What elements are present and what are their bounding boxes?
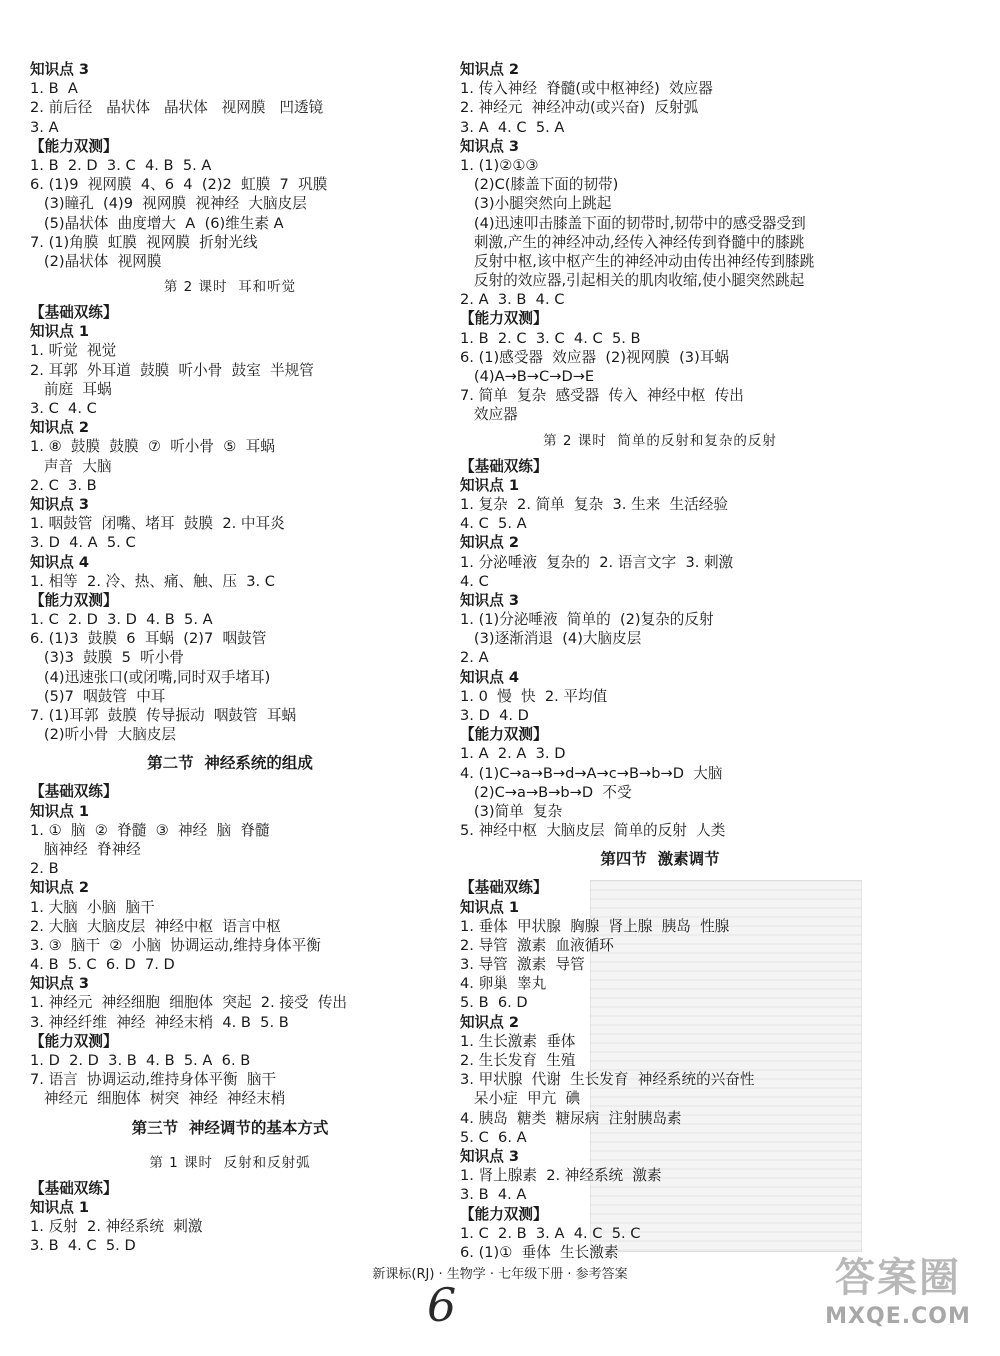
right-heading: 知识点 4 bbox=[460, 668, 520, 686]
right-line: (3)逐渐消退 (4)大脑皮层 bbox=[460, 630, 642, 648]
left-line: 3. D 4. A 5. C bbox=[30, 534, 136, 552]
left-line: 1. ⑧ 鼓膜 鼓膜 ⑦ 听小骨 ⑤ 耳蜗 bbox=[30, 438, 275, 456]
right-line: 4. (1)C→a→B→d→A→c→B→b→D 大脑 bbox=[460, 764, 723, 782]
right-section-title: 第四节 激素调节 bbox=[600, 850, 720, 869]
right-line: 2. 神经元 神经冲动(或兴奋) 反射弧 bbox=[460, 99, 699, 117]
left-line: 1. 神经元 神经细胞 细胞体 突起 2. 接受 传出 bbox=[30, 994, 348, 1012]
right-line: 5. C 6. A bbox=[460, 1128, 527, 1146]
right-line: 1. 复杂 2. 简单 复杂 3. 生来 生活经验 bbox=[460, 495, 728, 513]
left-line: 1. ① 脑 ② 脊髓 ③ 神经 脑 脊髓 bbox=[30, 821, 270, 839]
right-line: 1. 传入神经 脊髓(或中枢神经) 效应器 bbox=[460, 80, 713, 98]
left-line: 3. 神经纤维 神经 神经末梢 4. B 5. B bbox=[30, 1013, 289, 1031]
right-line: 反射中枢,该中枢产生的神经冲动由传出神经传到膝跳 bbox=[460, 252, 815, 270]
right-line: 3. 甲状腺 代谢 生长发育 神经系统的兴奋性 bbox=[460, 1071, 755, 1089]
left-heading: 【基础双练】 bbox=[30, 783, 118, 801]
left-line: 3. ③ 脑干 ② 小脑 协调运动,维持身体平衡 bbox=[30, 936, 321, 954]
right-heading: 知识点 2 bbox=[460, 534, 520, 552]
left-heading: 【能力双测】 bbox=[30, 1032, 118, 1050]
left-line: 2. C 3. B bbox=[30, 476, 97, 494]
right-heading: 知识点 3 bbox=[460, 591, 520, 609]
left-heading: 【基础双练】 bbox=[30, 1179, 118, 1197]
right-line: 4. C bbox=[460, 572, 489, 590]
left-heading: 知识点 2 bbox=[30, 879, 90, 897]
site-watermark bbox=[808, 1252, 988, 1344]
left-line: 1. 咽鼓管 闭嘴、堵耳 鼓膜 2. 中耳炎 bbox=[30, 515, 285, 533]
left-line: 脑神经 脊神经 bbox=[30, 840, 141, 858]
left-line: 前庭 耳蜗 bbox=[30, 380, 112, 398]
left-line: (2)晶状体 视网膜 bbox=[30, 252, 162, 270]
left-line: 4. B 5. C 6. D 7. D bbox=[30, 956, 175, 974]
right-line: 1. C 2. B 3. A 4. C 5. C bbox=[460, 1224, 641, 1242]
left-heading: 【能力双测】 bbox=[30, 137, 118, 155]
left-line: 1. 听觉 视觉 bbox=[30, 342, 117, 360]
left-lesson-title: 第 2 课时 耳和听觉 bbox=[163, 279, 297, 296]
right-line: (4)迅速叩击膝盖下面的韧带时,韧带中的感受器受到 bbox=[460, 214, 806, 232]
right-heading: 知识点 3 bbox=[460, 137, 520, 155]
right-line: 1. B 2. C 3. C 4. C 5. B bbox=[460, 329, 641, 347]
left-heading: 知识点 1 bbox=[30, 1198, 90, 1216]
left-line: 7. 语言 协调运动,维持身体平衡 脑干 bbox=[30, 1071, 277, 1089]
left-heading: 知识点 1 bbox=[30, 323, 90, 341]
left-section-title: 第三节 神经调节的基本方式 bbox=[131, 1118, 329, 1137]
right-heading: 知识点 2 bbox=[460, 1013, 520, 1031]
right-line: (2)C(膝盖下面的韧带) bbox=[460, 176, 619, 194]
right-line: 3. D 4. D bbox=[460, 707, 529, 724]
right-line: 2. A 3. B 4. C bbox=[460, 291, 565, 309]
left-line: 1. C 2. D 3. D 4. B 5. A bbox=[30, 611, 213, 629]
left-heading: 知识点 1 bbox=[30, 802, 90, 820]
right-line: (3)简单 复杂 bbox=[460, 802, 563, 820]
right-heading: 【基础双练】 bbox=[460, 879, 548, 897]
right-line: 1. (1)分泌唾液 简单的 (2)复杂的反射 bbox=[460, 611, 714, 629]
right-heading: 【能力双测】 bbox=[460, 726, 548, 744]
left-line: 7. (1)耳郭 鼓膜 传导振动 咽鼓管 耳蜗 bbox=[30, 707, 297, 724]
right-line: 效应器 bbox=[460, 406, 518, 424]
right-line: 2. 生长发育 生殖 bbox=[460, 1052, 576, 1069]
left-line: 1. B A bbox=[30, 80, 78, 98]
left-line: 3. A bbox=[30, 118, 59, 136]
watermark-logo: 答案圈 bbox=[835, 1255, 961, 1301]
right-heading: 【能力双测】 bbox=[460, 310, 548, 328]
left-line: 3. B 4. C 5. D bbox=[30, 1237, 136, 1255]
left-line: 7. (1)角膜 虹膜 视网膜 折射光线 bbox=[30, 233, 258, 251]
left-line: (2)听小骨 大脑皮层 bbox=[30, 726, 177, 744]
left-line: (3)3 鼓膜 5 听小骨 bbox=[30, 649, 184, 667]
right-line: 2. 导管 激素 血液循环 bbox=[460, 936, 614, 954]
right-line: 2. A bbox=[460, 649, 489, 667]
right-line: 3. B 4. A bbox=[460, 1186, 527, 1204]
right-line: 呆小症 甲亢 碘 bbox=[460, 1090, 581, 1108]
page-number: 6 bbox=[427, 1278, 457, 1332]
right-line: 1. 生长激素 垂体 bbox=[460, 1032, 576, 1050]
right-line: 1. A 2. A 3. D bbox=[460, 745, 566, 763]
right-line: 1. 垂体 甲状腺 胸腺 肾上腺 胰岛 性腺 bbox=[460, 917, 730, 935]
right-line: 6. (1)① 垂体 生长激素 bbox=[460, 1243, 619, 1261]
left-line: 1. 反射 2. 神经系统 刺激 bbox=[30, 1217, 203, 1235]
right-line: 1. 分泌唾液 复杂的 2. 语言文字 3. 刺激 bbox=[460, 553, 734, 571]
right-line: 6. (1)感受器 效应器 (2)视网膜 (3)耳蜗 bbox=[460, 348, 729, 366]
left-line: 1. 相等 2. 冷、热、痛、触、压 3. C bbox=[30, 572, 275, 590]
right-answer-column bbox=[460, 60, 860, 1262]
right-line: 反射的效应器,引起相关的肌肉收缩,使小腿突然跳起 bbox=[460, 272, 805, 290]
right-heading: 【能力双测】 bbox=[460, 1205, 548, 1223]
left-heading: 知识点 3 bbox=[30, 975, 90, 993]
left-line: 1. B 2. D 3. C 4. B 5. A bbox=[30, 156, 212, 174]
right-heading: 知识点 2 bbox=[460, 61, 520, 78]
right-line: 3. 导管 激素 导管 bbox=[460, 956, 585, 974]
left-heading: 知识点 3 bbox=[30, 495, 90, 513]
right-heading: 知识点 3 bbox=[460, 1147, 520, 1165]
left-line: (5)7 咽鼓管 中耳 bbox=[30, 687, 166, 705]
right-line: 4. 卵巢 睾丸 bbox=[460, 975, 547, 993]
left-line: 6. (1)9 视网膜 4、6 4 (2)2 虹膜 7 巩膜 bbox=[30, 176, 328, 194]
right-line: 5. B 6. D bbox=[460, 994, 528, 1012]
left-line: 2. 大脑 大脑皮层 神经中枢 语言中枢 bbox=[30, 917, 281, 935]
left-line: 1. 大脑 小脑 脑干 bbox=[30, 898, 155, 916]
left-lesson-title: 第 1 课时 反射和反射弧 bbox=[149, 1154, 311, 1171]
right-line: 4. 胰岛 糖类 糖尿病 注射胰岛素 bbox=[460, 1109, 682, 1127]
right-heading: 知识点 1 bbox=[460, 476, 520, 494]
left-heading: 知识点 4 bbox=[30, 553, 90, 571]
watermark-url: MXQE.COM bbox=[825, 1304, 971, 1329]
left-line: 6. (1)3 鼓膜 6 耳蜗 (2)7 咽鼓管 bbox=[30, 630, 267, 648]
left-section-title: 第二节 神经系统的组成 bbox=[147, 754, 313, 773]
left-answer-column bbox=[30, 60, 430, 1255]
left-line: 声音 大脑 bbox=[30, 457, 112, 475]
right-line: 7. 简单 复杂 感受器 传入 神经中枢 传出 bbox=[460, 387, 744, 405]
right-line: (4)A→B→C→D→E bbox=[460, 368, 595, 385]
right-line: (2)C→a→B→b→D 不受 bbox=[460, 783, 632, 801]
left-line: (3)瞳孔 (4)9 视网膜 视神经 大脑皮层 bbox=[30, 195, 307, 213]
left-heading: 【基础双练】 bbox=[30, 304, 118, 322]
right-line: 1. 0 慢 快 2. 平均值 bbox=[460, 687, 608, 705]
left-heading: 知识点 3 bbox=[30, 61, 90, 78]
right-line: (3)小腿突然向上跳起 bbox=[460, 195, 612, 213]
right-line: 刺激,产生的神经冲动,经传入神经传到脊髓中的膝跳 bbox=[460, 233, 805, 251]
left-line: 1. D 2. D 3. B 4. B 5. A 6. B bbox=[30, 1052, 251, 1069]
left-line: 神经元 细胞体 树突 神经 神经末梢 bbox=[30, 1090, 286, 1108]
right-line: 1. (1)②①③ bbox=[460, 156, 539, 174]
left-line: (5)晶状体 曲度增大 A (6)维生素 A bbox=[30, 214, 284, 232]
right-heading: 【基础双练】 bbox=[460, 457, 548, 475]
page-footer: 新课标(RJ) · 生物学 · 七年级下册 · 参考答案 bbox=[372, 1267, 628, 1282]
right-lesson-title: 第 2 课时 简单的反射和复杂的反射 bbox=[543, 432, 777, 449]
left-line: 2. 前后径 晶状体 晶状体 视网膜 凹透镜 bbox=[30, 99, 324, 117]
left-heading: 【能力双测】 bbox=[30, 591, 118, 609]
left-line: 2. B bbox=[30, 860, 59, 878]
left-heading: 知识点 2 bbox=[30, 419, 90, 437]
left-line: 3. C 4. C bbox=[30, 400, 97, 417]
left-line: (4)迅速张口(或闭嘴,同时双手堵耳) bbox=[30, 668, 271, 686]
right-line: 5. 神经中枢 大脑皮层 简单的反射 人类 bbox=[460, 822, 726, 840]
right-line: 1. 肾上腺素 2. 神经系统 激素 bbox=[460, 1167, 662, 1185]
right-heading: 知识点 1 bbox=[460, 898, 520, 916]
right-line: 3. A 4. C 5. A bbox=[460, 118, 565, 136]
left-line: 2. 耳郭 外耳道 鼓膜 听小骨 鼓室 半规管 bbox=[30, 361, 314, 379]
right-line: 4. C 5. A bbox=[460, 515, 527, 533]
